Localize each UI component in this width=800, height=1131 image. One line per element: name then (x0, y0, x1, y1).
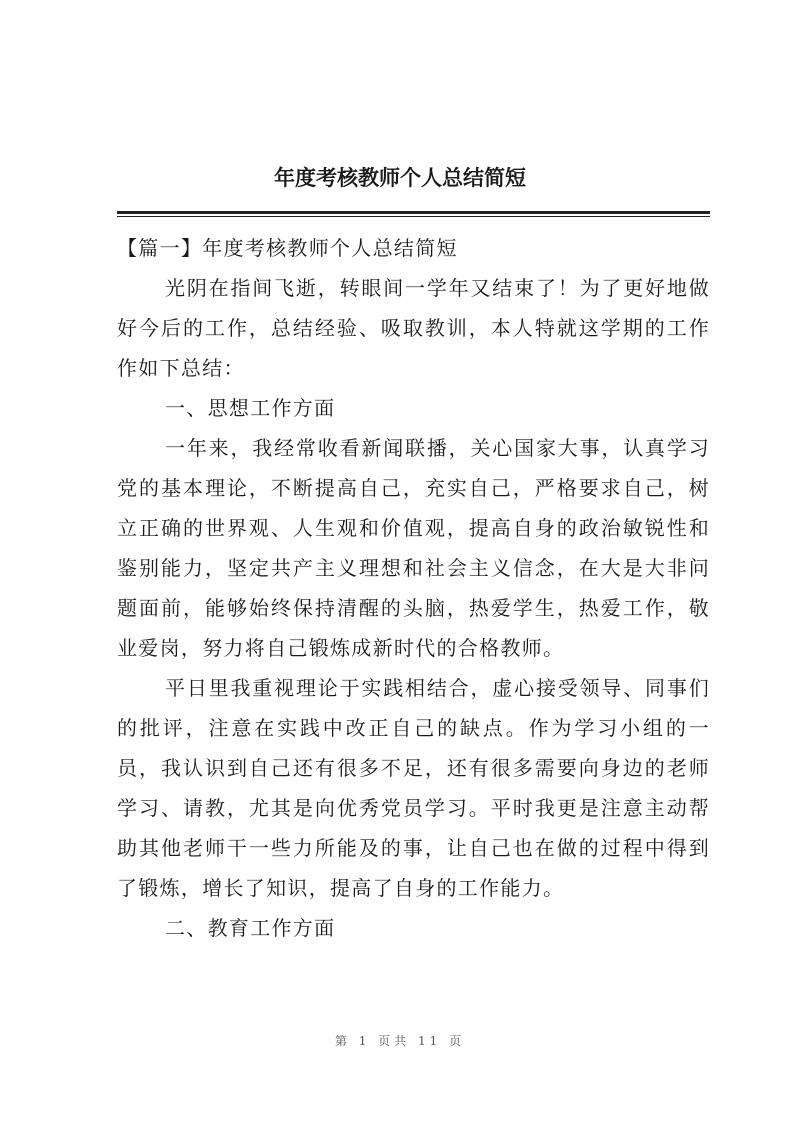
title-divider (117, 211, 710, 214)
page-number: 第 1 页共 11 页 (334, 1034, 466, 1048)
title-divider-thin (117, 216, 710, 217)
subsection-heading: 二、教育工作方面 (165, 916, 336, 940)
document-title: 年度考核教师个人总结简短 (274, 165, 526, 190)
subsection-heading: 一、思想工作方面 (165, 396, 336, 420)
section-heading: 【篇一】年度考核教师个人总结简短 (117, 236, 458, 260)
document-body (117, 228, 710, 948)
body-paragraph: 平日里我重视理论于实践相结合，虚心接受领导、同事们的批评，注意在实践中改正自己的缺点。作为学习小组的一员，我认识到自己还有很多不足，还有很多需要向身边的老师学习、请教，尤其是向优秀党员学习。平时我更是注意主动帮助其他老师干一些力所能及的事，让自己也在做的过程中得到了锻炼，增长了知识，提高了自身的工作能力。 (117, 676, 710, 900)
body-paragraph: 光阴在指间飞逝，转眼间一学年又结束了！为了更好地做好今后的工作，总结经验、吸取教训，本人特就这学期的工作作如下总结： (117, 276, 710, 380)
body-paragraph: 一年来，我经常收看新闻联播，关心国家大事，认真学习党的基本理论，不断提高自己，充实自己，严格要求自己，树立正确的世界观、人生观和价值观，提高自身的政治敏锐性和鉴别能力，坚定共产主义理想和社会主义信念，在大是大非问题面前，能够始终保持清醒的头脑，热爱学生，热爱工作，敬业爱岗，努力将自己锻炼成新时代的合格教师。 (117, 436, 710, 660)
